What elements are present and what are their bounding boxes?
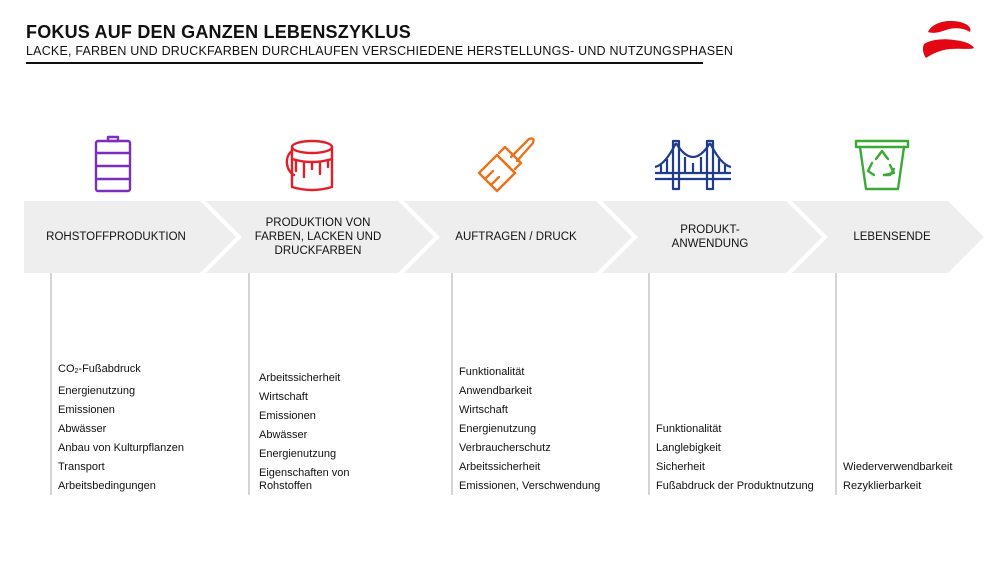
list-item: Arbeitsbedingungen: [58, 479, 156, 492]
list-item: Energienutzung: [459, 422, 537, 435]
co2-subscript: 2: [74, 367, 79, 375]
page-title: FOKUS AUF DEN GANZEN LEBENSZYKLUS: [26, 22, 411, 42]
recycling-bin-icon: [850, 135, 914, 195]
list-item: Arbeitssicherheit: [259, 372, 341, 385]
stage-column-auftragen: [459, 280, 644, 492]
list-item: Verbraucherschutz: [459, 441, 551, 454]
oil-barrel-icon: [82, 135, 146, 195]
stage-items-list: [58, 356, 184, 492]
list-item: Sicherheit: [656, 460, 705, 473]
list-item: Transport: [58, 460, 105, 473]
list-item: Wirtschaft: [459, 403, 508, 416]
list-item: Wiederverwendbarkeit: [843, 460, 953, 473]
page-subtitle: LACKE, FARBEN UND DRUCKFARBEN DURCHLAUFEN VERSCHIEDENE HERSTELLUNGS- UND NUTZUNGSPHASEN: [26, 44, 734, 58]
stage-items-list: [459, 359, 600, 492]
paint-brush-icon: [475, 135, 539, 195]
list-item: Wirtschaft: [259, 391, 308, 404]
stage-label-auftragen: AUFTRAGEN / DRUCK: [455, 231, 577, 243]
stage-column-lebensende: [843, 280, 993, 492]
bridge-icon: [653, 135, 733, 195]
list-item: Langlebigkeit: [656, 441, 721, 454]
list-item: Energienutzung: [259, 448, 337, 461]
subtitle-underline: [26, 62, 703, 64]
list-item: Funktionalität: [459, 365, 525, 378]
list-item: Emissionen, Verschwendung: [459, 479, 601, 492]
stage-column-produkt-anwendung: [656, 280, 834, 492]
list-item: Rezyklierbarkeit: [843, 479, 922, 492]
list-item: $CO_2$-Fußabdruck: [58, 362, 141, 375]
column-divider: [648, 273, 650, 495]
stage-items-list: [259, 366, 350, 492]
stage-items-list: [843, 454, 952, 492]
stage-column-produktion: [259, 280, 444, 492]
column-divider: [835, 273, 837, 495]
list-item: Anwendbarkeit: [459, 384, 532, 397]
list-item: Arbeitssicherheit: [459, 460, 541, 473]
stage-label-rohstoffproduktion: ROHSTOFFPRODUKTION: [46, 231, 186, 243]
column-divider: [451, 273, 453, 495]
list-item: Eigenschaften von Rohstoffen: [259, 467, 350, 492]
list-item: Emissionen: [259, 410, 316, 423]
stage-label-produktion: PRODUKTION VON FARBEN, LACKEN UND DRUCKFARBEN: [254, 217, 382, 257]
list-item: Emissionen: [58, 403, 115, 416]
list-item: Abwässer: [58, 422, 107, 435]
paint-can-icon: [280, 135, 344, 195]
stage-items-list: [656, 416, 814, 492]
stage-label-produkt-anwendung: PRODUKT- ANWENDUNG: [671, 224, 749, 250]
column-divider: [248, 273, 250, 495]
list-item: Funktionalität: [656, 422, 722, 435]
list-item: Abwässer: [259, 429, 308, 442]
list-item: Anbau von Kulturpflanzen: [58, 441, 184, 454]
stage-label-lebensende: LEBENSENDE: [853, 231, 931, 243]
stage-column-rohstoffproduktion: [58, 280, 243, 492]
column-divider: [50, 273, 52, 495]
list-item: Fußabdruck der Produktnutzung: [656, 479, 814, 492]
list-item: Energienutzung: [58, 384, 136, 397]
brand-logo-icon: [920, 18, 976, 60]
